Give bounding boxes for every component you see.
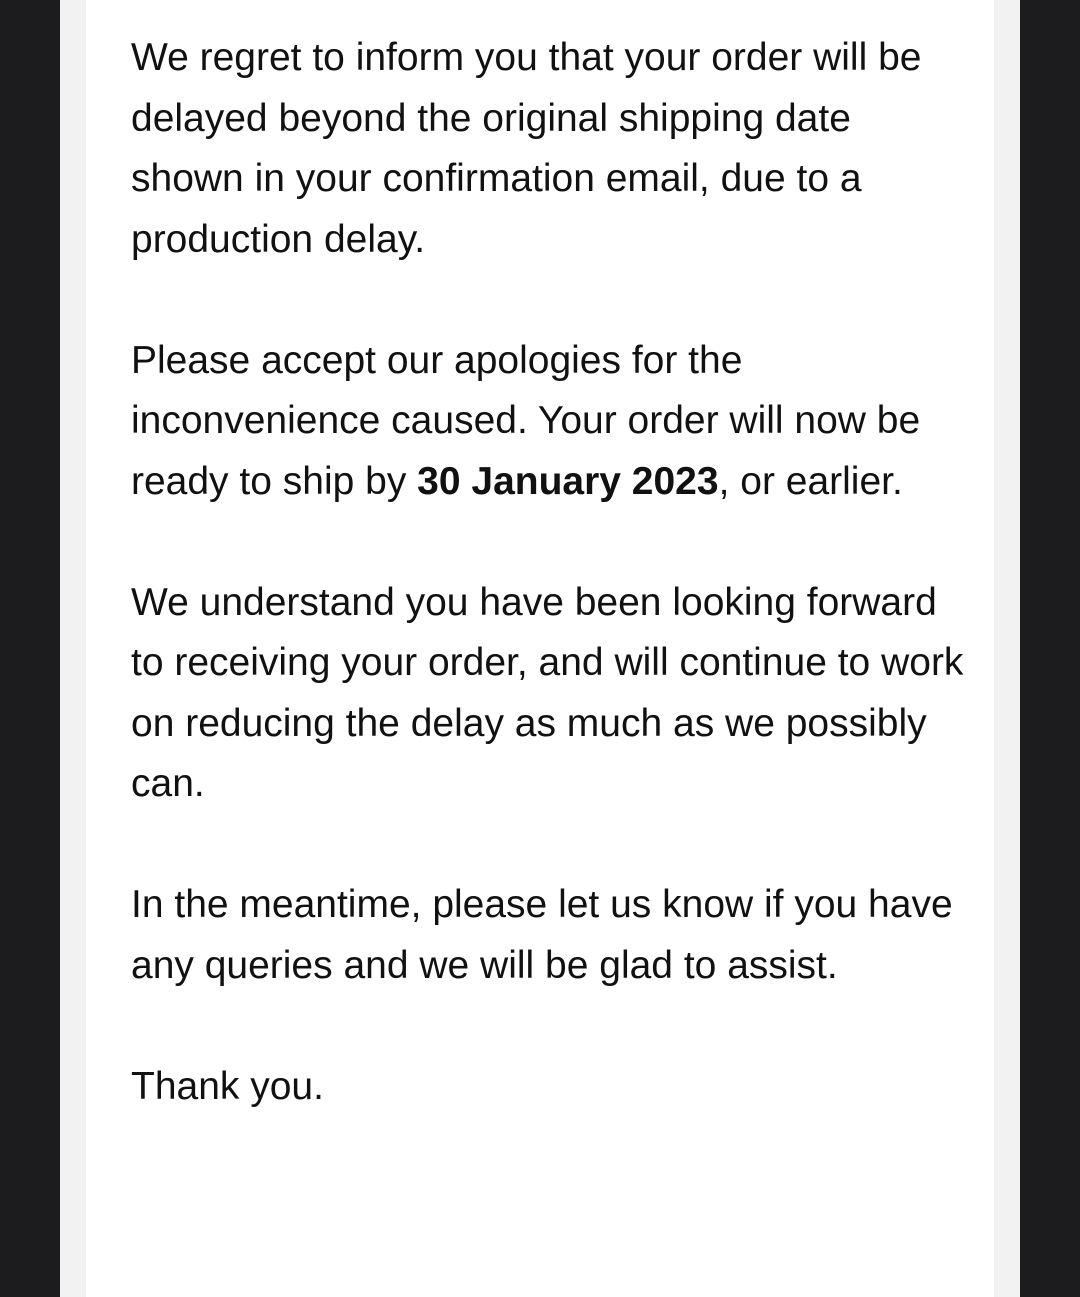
email-frame xyxy=(60,0,1020,1297)
email-card xyxy=(86,0,994,1297)
understanding-paragraph: We understand you have been looking forward to receiving your order, and will continue to work on reducing the delay as much as we possibly can. xyxy=(131,580,964,805)
email-body xyxy=(131,28,971,1178)
closing-line: Thank you. xyxy=(131,1064,324,1108)
delay-notice-paragraph: We regret to inform you that your order will be delayed beyond the original shipping date shown in your confirmation email, due to a production delay. xyxy=(131,36,922,261)
apology-text-end: , or earlier. xyxy=(718,459,903,503)
apology-paragraph xyxy=(131,331,971,513)
ship-by-date: 30 January 2023 xyxy=(417,459,719,503)
apology-text: Please accept our apologies for the inconvenience caused. Your order will now be ready to ship by xyxy=(131,338,921,503)
queries-paragraph: In the meantime, please let us know if you have any queries and we will be glad to assist. xyxy=(131,883,953,987)
